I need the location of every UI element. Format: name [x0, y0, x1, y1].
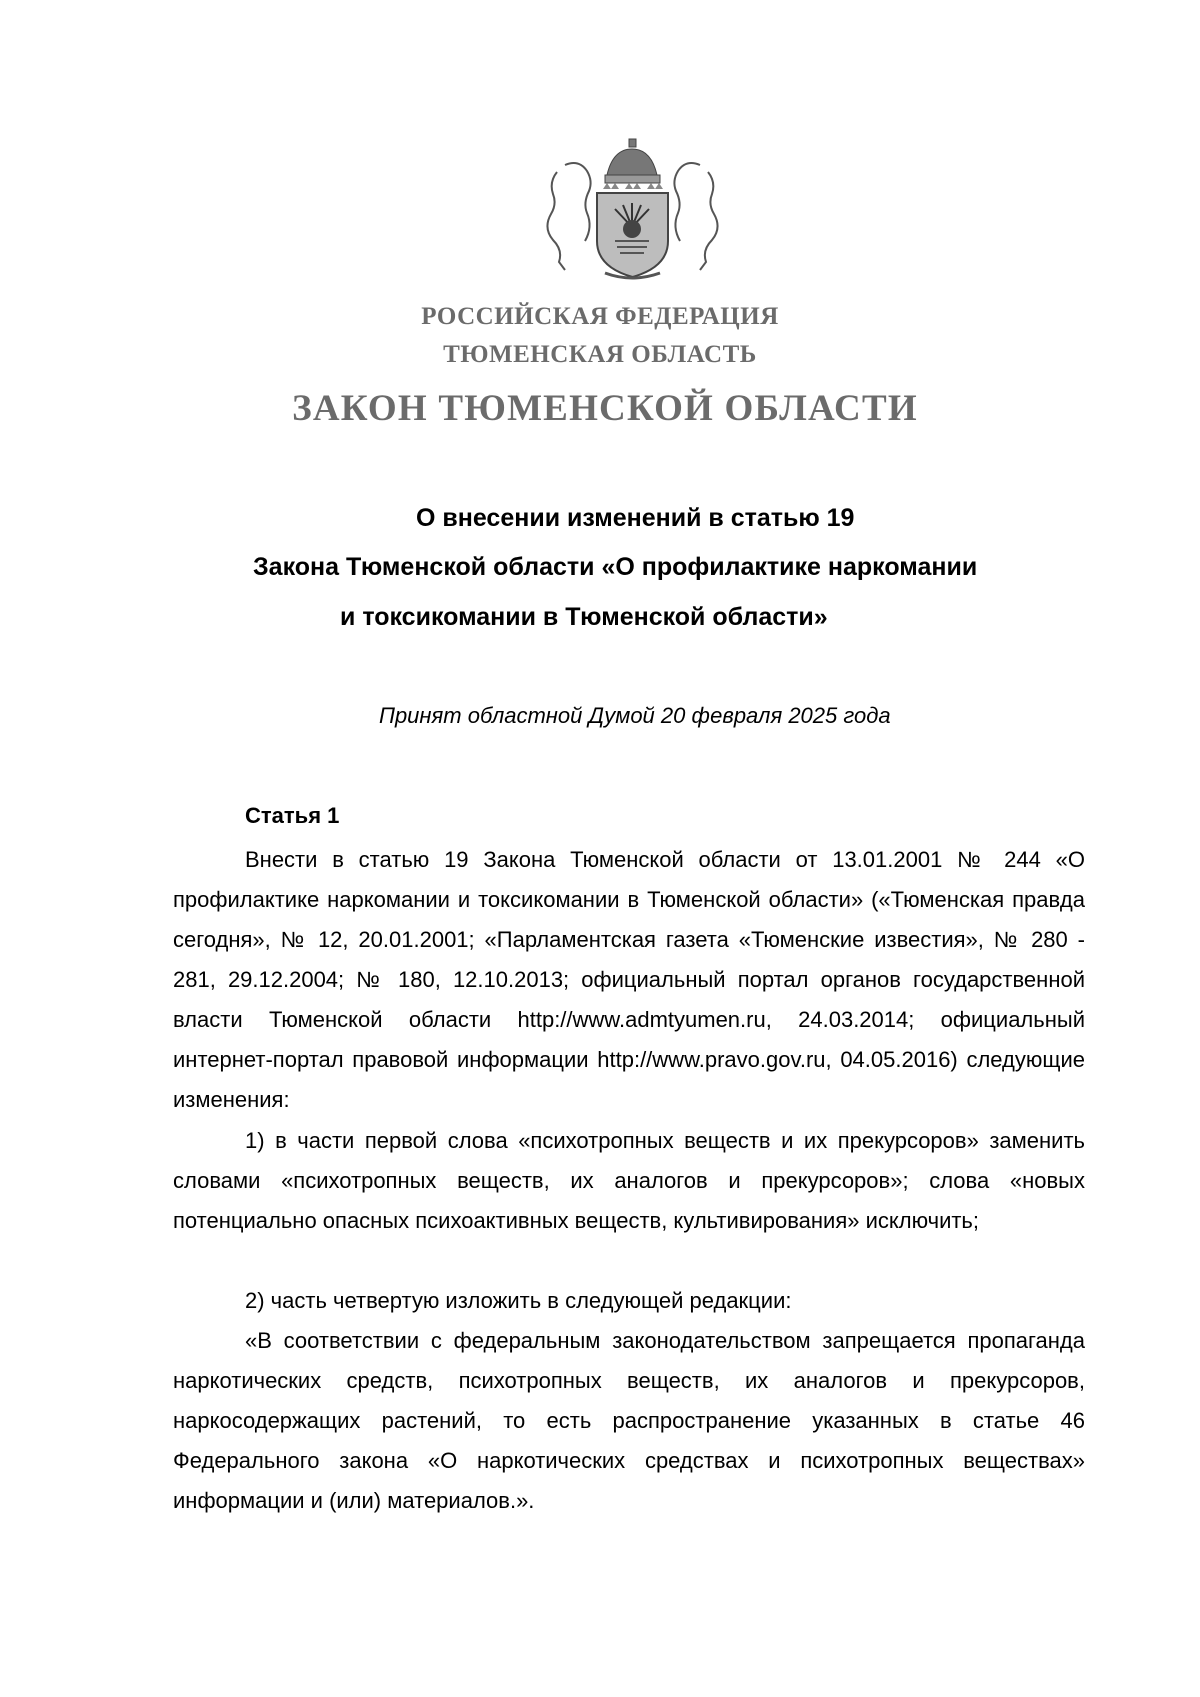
law-title-line-1: О внесении изменений в статью 19 [416, 504, 855, 532]
article-heading: Статья 1 [245, 803, 340, 828]
law-title-line-3: и токсикомании в Тюменской области» [340, 603, 828, 631]
law-type-heading: ЗАКОН ТЮМЕНСКОЙ ОБЛАСТИ [292, 388, 918, 429]
federation-heading: РОССИЙСКАЯ ФЕДЕРАЦИЯ [421, 303, 779, 330]
paragraph-text: 1) в части первой слова «психотропных веществ и их прекурсоров» заменить словами «психотропных веществ, их аналогов и прекурсоров»; слова «новых потенциально опасных психоактивных веществ, культивирования» исключить; [173, 1128, 1085, 1233]
article-paragraph-intro [173, 840, 1085, 1120]
article-paragraph-item-1 [173, 1121, 1085, 1241]
paragraph-text: 2) часть четвертую изложить в следующей редакции: [245, 1288, 792, 1313]
paragraph-text: Внести в статью 19 Закона Тюменской области от 13.01.2001 № 244 «О профилактике наркомании и токсикомании в Тюменской области» («Тюменская правда сегодня», № 12, 20.01.2001; «Парламентская газета «Тюменские известия», № 280 - 281, 29.12.2004; № 180, 12.10.2013; официальный портал органов государственной власти Тюменской области http://www.admtyumen.ru, 24.03.2014; официальный интернет-портал правовой информации http://www.pravo.gov.ru, 04.05.2016) следующие изменения: [173, 847, 1085, 1112]
paragraph-text: «В соответствии с федеральным законодательством запрещается пропаганда наркотических средств, психотропных веществ, их аналогов и прекурсоров, наркосодержащих растений, то есть распространение указанных в статье 46 Федерального закона «О наркотических средствах и психотропных веществах» информации и (или) материалов.». [173, 1328, 1085, 1513]
adoption-note: Принят областной Думой 20 февраля 2025 года [379, 703, 891, 728]
law-title-line-2: Закона Тюменской области «О профилактике наркомании [253, 553, 978, 581]
coat-of-arms-emblem [535, 137, 730, 282]
article-paragraph-item-2 [173, 1281, 1085, 1321]
region-heading: ТЮМЕНСКАЯ ОБЛАСТЬ [443, 341, 757, 368]
article-paragraph-quote [173, 1321, 1085, 1521]
